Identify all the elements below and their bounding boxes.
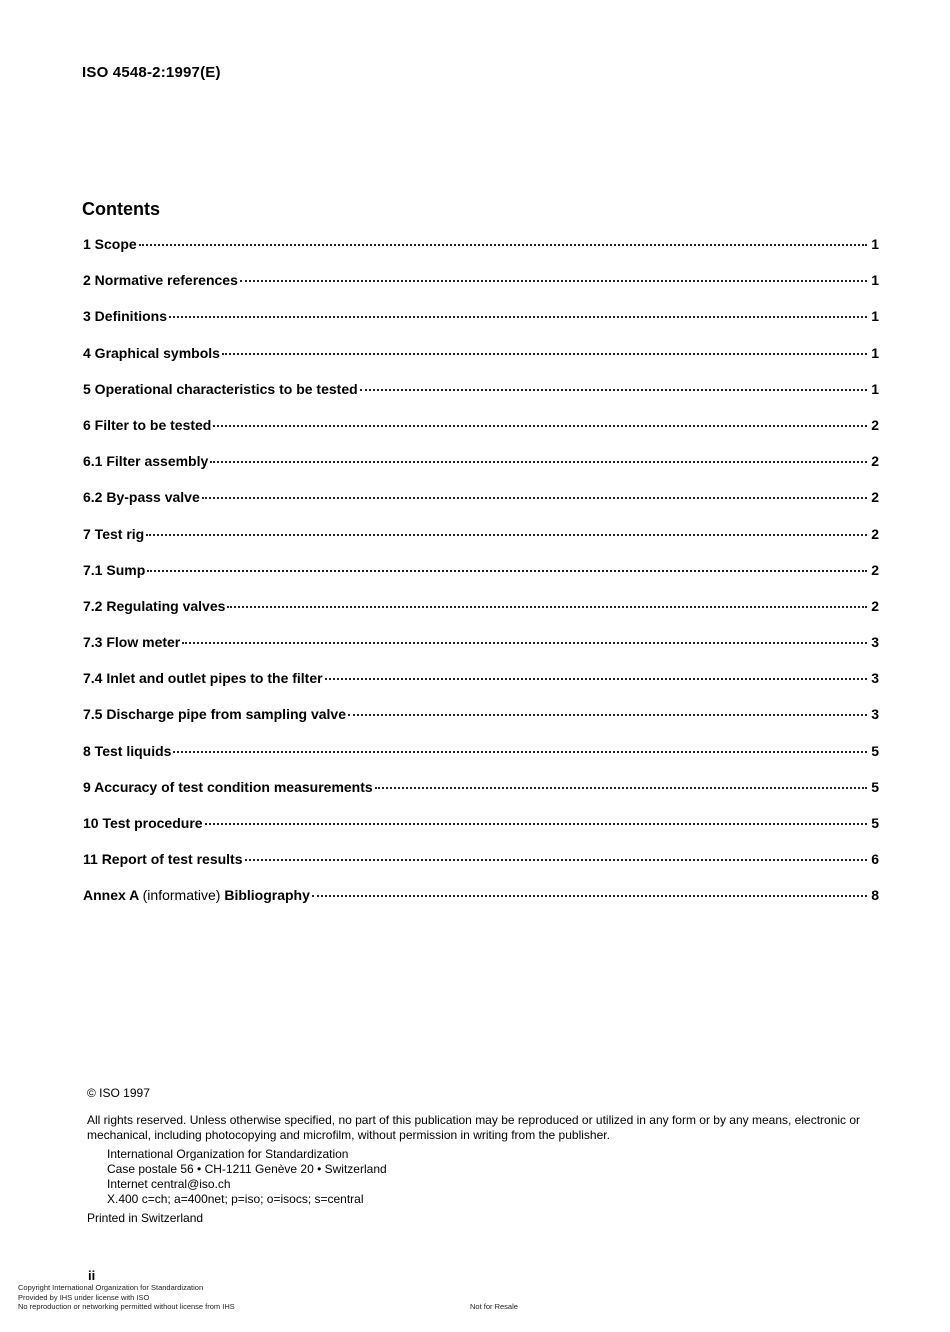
toc-entry-label: 7.1 Sump (83, 561, 146, 578)
toc-entry[interactable] (83, 815, 879, 851)
toc-entry[interactable] (83, 453, 879, 489)
not-for-resale: Not for Resale (470, 1302, 518, 1311)
toc-entry-label: 8 Test liquids (83, 742, 172, 759)
dot-leader (240, 280, 867, 282)
toc-entry-page: 5 (871, 815, 879, 831)
toc-entry-page: 5 (871, 778, 879, 795)
internet-line (107, 1177, 887, 1192)
toc-entry-label: 7.3 Flow meter (83, 634, 181, 651)
toc-entry-page: 2 (871, 416, 879, 433)
toc-entry-page: 3 (871, 634, 879, 651)
document-id: ISO 4548-2:1997(E) (82, 64, 221, 81)
toc-entry-label: 6.1 Filter assembly (83, 453, 209, 470)
dot-leader (139, 244, 867, 246)
toc-entry-page: 1 (871, 236, 879, 252)
dot-leader (173, 751, 867, 753)
footer-line-3: No reproduction or networking permitted without license from IHS (18, 1302, 235, 1311)
dot-leader (227, 606, 867, 608)
toc-entry[interactable] (83, 634, 879, 670)
toc-entry[interactable] (83, 598, 879, 634)
toc-entry[interactable] (83, 562, 879, 598)
toc-entry-page: 2 (871, 597, 879, 614)
toc-entry[interactable] (83, 381, 879, 417)
annex-type: (informative) (142, 887, 221, 904)
dot-leader (375, 787, 867, 789)
toc-entry-page: 1 (871, 344, 879, 361)
dot-leader (169, 316, 867, 318)
toc-entry[interactable] (83, 236, 879, 272)
toc-entry[interactable] (83, 670, 879, 706)
toc-entry-label: 3 Definitions (83, 308, 168, 325)
toc-entry-page: 1 (871, 272, 879, 289)
copyright-block (87, 1086, 887, 1226)
toc-entry-label: 7.4 Inlet and outlet pipes to the filter (83, 670, 323, 687)
x400-label: X.400 (107, 1192, 139, 1206)
toc-entry[interactable] (83, 779, 879, 815)
internet-value: central@iso.ch (151, 1177, 231, 1191)
toc-entry-page: 2 (871, 561, 879, 578)
toc-entry-label: 1 Scope (83, 236, 137, 252)
x400-value: c=ch; a=400net; p=iso; o=isocs; s=central (141, 1192, 364, 1206)
toc-entry-page: 1 (871, 308, 879, 325)
toc-entry-label: 7 Test rig (83, 525, 145, 542)
toc-annex-page: 8 (871, 887, 879, 904)
dot-leader (245, 859, 868, 861)
toc-entry-page: 2 (871, 489, 879, 506)
x400-line (107, 1192, 887, 1207)
toc-entry-page: 3 (871, 706, 879, 723)
toc-entry-label: 11 Report of test results (83, 851, 243, 868)
toc-entry[interactable] (83, 743, 879, 779)
footer-line-1: Copyright International Organization for Standardization (18, 1283, 204, 1292)
toc-entry-page: 2 (871, 453, 879, 470)
toc-entry-page: 2 (871, 525, 879, 542)
dot-leader (146, 534, 867, 536)
dot-leader (213, 425, 867, 427)
dot-leader (325, 678, 867, 680)
toc-entry[interactable] (83, 851, 879, 887)
toc-entry-page: 5 (871, 742, 879, 759)
license-footer (18, 1283, 235, 1312)
postal-address: Case postale 56 • CH-1211 Genève 20 • Switzerland (107, 1162, 387, 1176)
dot-leader (202, 497, 867, 499)
dot-leader (182, 642, 867, 644)
toc-entry-label: 6 Filter to be tested (83, 416, 212, 433)
toc-entry-label: 7.5 Discharge pipe from sampling valve (83, 706, 346, 723)
toc-entry-label: 7.2 Regulating valves (83, 597, 226, 614)
toc-entry-label: 2 Normative references (83, 272, 238, 289)
toc-entry-page: 1 (871, 380, 879, 397)
toc-annex-label (83, 887, 310, 903)
toc-entry[interactable] (83, 526, 879, 562)
page-number: ii (88, 1268, 96, 1283)
dot-leader (147, 570, 867, 572)
toc-annex-entry[interactable] (83, 887, 879, 923)
publisher-address (107, 1147, 887, 1207)
toc-entry-label: 4 Graphical symbols (83, 344, 220, 361)
toc-entry[interactable] (83, 417, 879, 453)
internet-label: Internet (107, 1177, 148, 1191)
footer-line-2: Provided by IHS under license with ISO (18, 1292, 150, 1302)
dot-leader (210, 461, 867, 463)
dot-leader (348, 714, 867, 716)
annex-title: Bibliography (224, 887, 310, 904)
toc-entry[interactable] (83, 345, 879, 381)
rights-statement: All rights reserved. Unless otherwise specified, no part of this publication may be reproduced or utilized in any form or by any means, electronic or mechanical, including photocopying and microfilm, without permission in writing from the publisher. (87, 1113, 861, 1142)
contents-title: Contents (82, 199, 160, 219)
toc-entry-label: 10 Test procedure (83, 815, 203, 831)
toc-entry[interactable] (83, 272, 879, 308)
toc-entry-label: 9 Accuracy of test condition measurements (83, 778, 373, 795)
toc-entry-label: 5 Operational characteristics to be tested (83, 380, 358, 397)
printed-in: Printed in Switzerland (87, 1211, 204, 1225)
copyright-notice: © ISO 1997 (87, 1086, 150, 1100)
toc-entry[interactable] (83, 489, 879, 525)
toc-entry[interactable] (83, 706, 879, 742)
annex-prefix: Annex A (83, 887, 139, 904)
org-name: International Organization for Standardization (107, 1147, 349, 1161)
toc-entry-page: 6 (871, 851, 879, 868)
toc-entry-page: 3 (871, 670, 879, 687)
dot-leader (222, 353, 867, 355)
toc-entry[interactable] (83, 308, 879, 344)
toc-entry-label: 6.2 By-pass valve (83, 489, 200, 506)
dot-leader (312, 895, 867, 897)
table-of-contents (83, 236, 879, 924)
dot-leader (360, 389, 867, 391)
dot-leader (205, 823, 867, 825)
